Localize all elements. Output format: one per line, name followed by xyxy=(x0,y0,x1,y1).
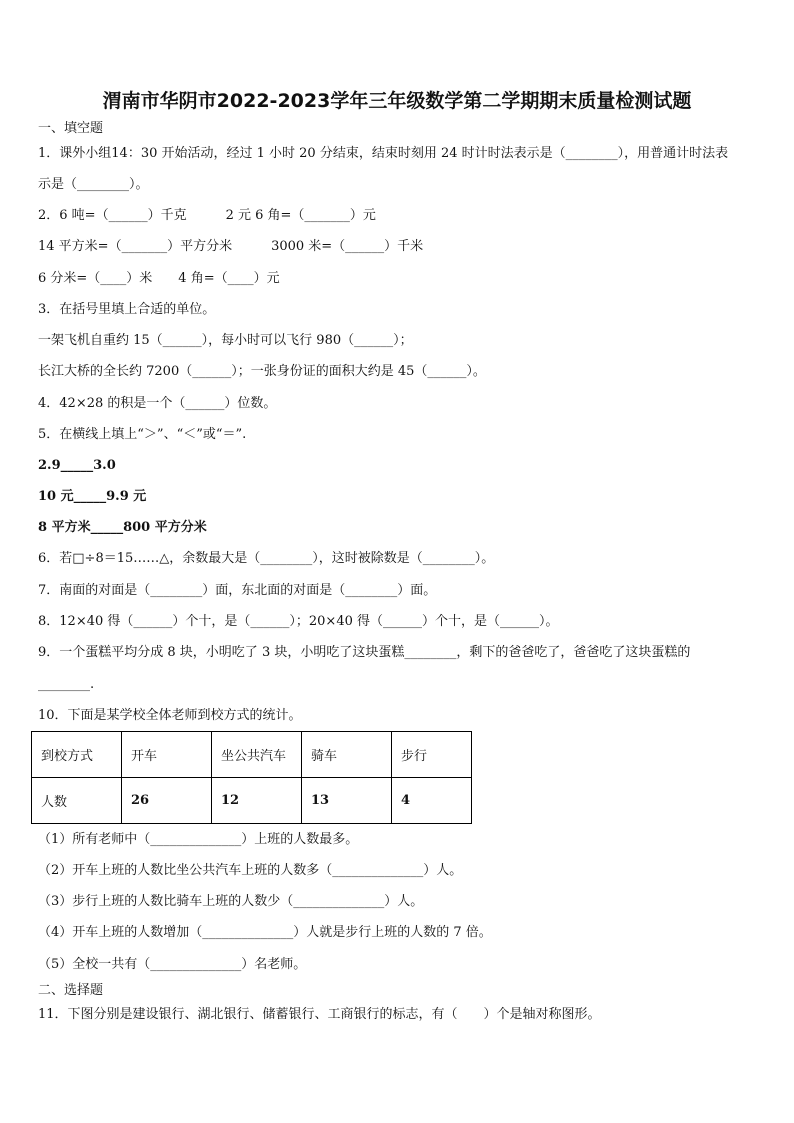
table-cell: 人数 xyxy=(32,778,122,824)
question-11: 11．下图分别是建设银行、湖北银行、储蓄银行、工商银行的标志，有（ ）个是轴对称图形。 xyxy=(38,1007,601,1022)
commute-stats-table xyxy=(31,731,472,824)
question-10-sub-3: （3）步行上班的人数比骑车上班的人数少（______________）人。 xyxy=(38,894,424,909)
question-10-sub-2: （2）开车上班的人数比坐公共汽车上班的人数多（______________）人。 xyxy=(38,863,463,878)
table-row xyxy=(32,778,472,824)
question-7: 7．南面的对面是（________）面，东北面的对面是（________）面。 xyxy=(38,583,437,598)
question-10-sub-4: （4）开车上班的人数增加（______________）人就是步行上班的人数的 7 倍。 xyxy=(38,925,492,940)
question-10-sub-1: （1）所有老师中（______________）上班的人数最多。 xyxy=(38,832,359,847)
question-10-sub-5: （5）全校一共有（______________）名老师。 xyxy=(38,957,307,972)
question-2-line-2: 14 平方米=（_______）平方分米 3000 米=（______）千米 xyxy=(38,239,424,254)
table-header-cell: 骑车 xyxy=(302,732,392,778)
question-9-line-1: 9．一个蛋糕平均分成 8 块，小明吃了 3 块，小明吃了这块蛋糕________，剩下的爸爸吃了，爸爸吃了这块蛋糕的 xyxy=(38,645,691,660)
question-4: 4．42×28 的积是一个（______）位数。 xyxy=(38,396,277,411)
question-5-line-4: 8 平方米_____800 平方分米 xyxy=(38,520,207,535)
question-5-line-1: 5．在横线上填上“＞”、“＜”或“＝”. xyxy=(38,427,247,442)
question-3-line-1: 3．在括号里填上合适的单位。 xyxy=(38,302,216,317)
table-header-cell: 开车 xyxy=(122,732,212,778)
question-1-line-2: 示是（________）。 xyxy=(38,177,149,192)
table-cell: 12 xyxy=(212,778,302,824)
table-cell: 4 xyxy=(392,778,472,824)
table-cell: 13 xyxy=(302,778,392,824)
question-9-line-2: ________. xyxy=(38,677,95,692)
question-2-line-1: 2．6 吨=（______）千克 2 元 6 角=（_______）元 xyxy=(38,208,376,223)
question-1-line-1: 1．课外小组14：30 开始活动，经过 1 小时 20 分结束，结束时刻用 24 时计时法表示是（________），用普通计时法表 xyxy=(38,146,729,161)
table-header-cell: 到校方式 xyxy=(32,732,122,778)
table-cell: 26 xyxy=(122,778,212,824)
section-heading-multiple-choice: 二、选择题 xyxy=(38,983,104,998)
page-title: 渭南市华阴市2022-2023学年三年级数学第二学期期末质量检测试题 xyxy=(102,90,692,112)
question-8: 8．12×40 得（______）个十，是（______）；20×40 得（______）个十，是（______）。 xyxy=(38,614,559,629)
question-6: 6．若□÷8＝15……△，余数最大是（________），这时被除数是（________）。 xyxy=(38,551,495,566)
question-5-line-2: 2.9_____3.0 xyxy=(38,458,116,473)
question-10-intro: 10．下面是某学校全体老师到校方式的统计。 xyxy=(38,708,302,723)
table-header-cell: 步行 xyxy=(392,732,472,778)
section-heading-fill-blank: 一、填空题 xyxy=(38,121,104,136)
table-header-cell: 坐公共汽车 xyxy=(212,732,302,778)
table-header-row xyxy=(32,732,472,778)
question-3-line-2: 一架飞机自重约 15（______），每小时可以飞行 980（______）； xyxy=(38,333,413,348)
question-5-line-3: 10 元_____9.9 元 xyxy=(38,489,147,504)
question-3-line-3: 长江大桥的全长约 7200（______）；一张身份证的面积大约是 45（______）。 xyxy=(38,364,486,379)
question-2-line-3: 6 分米=（____）米 4 角=（____）元 xyxy=(38,271,280,286)
